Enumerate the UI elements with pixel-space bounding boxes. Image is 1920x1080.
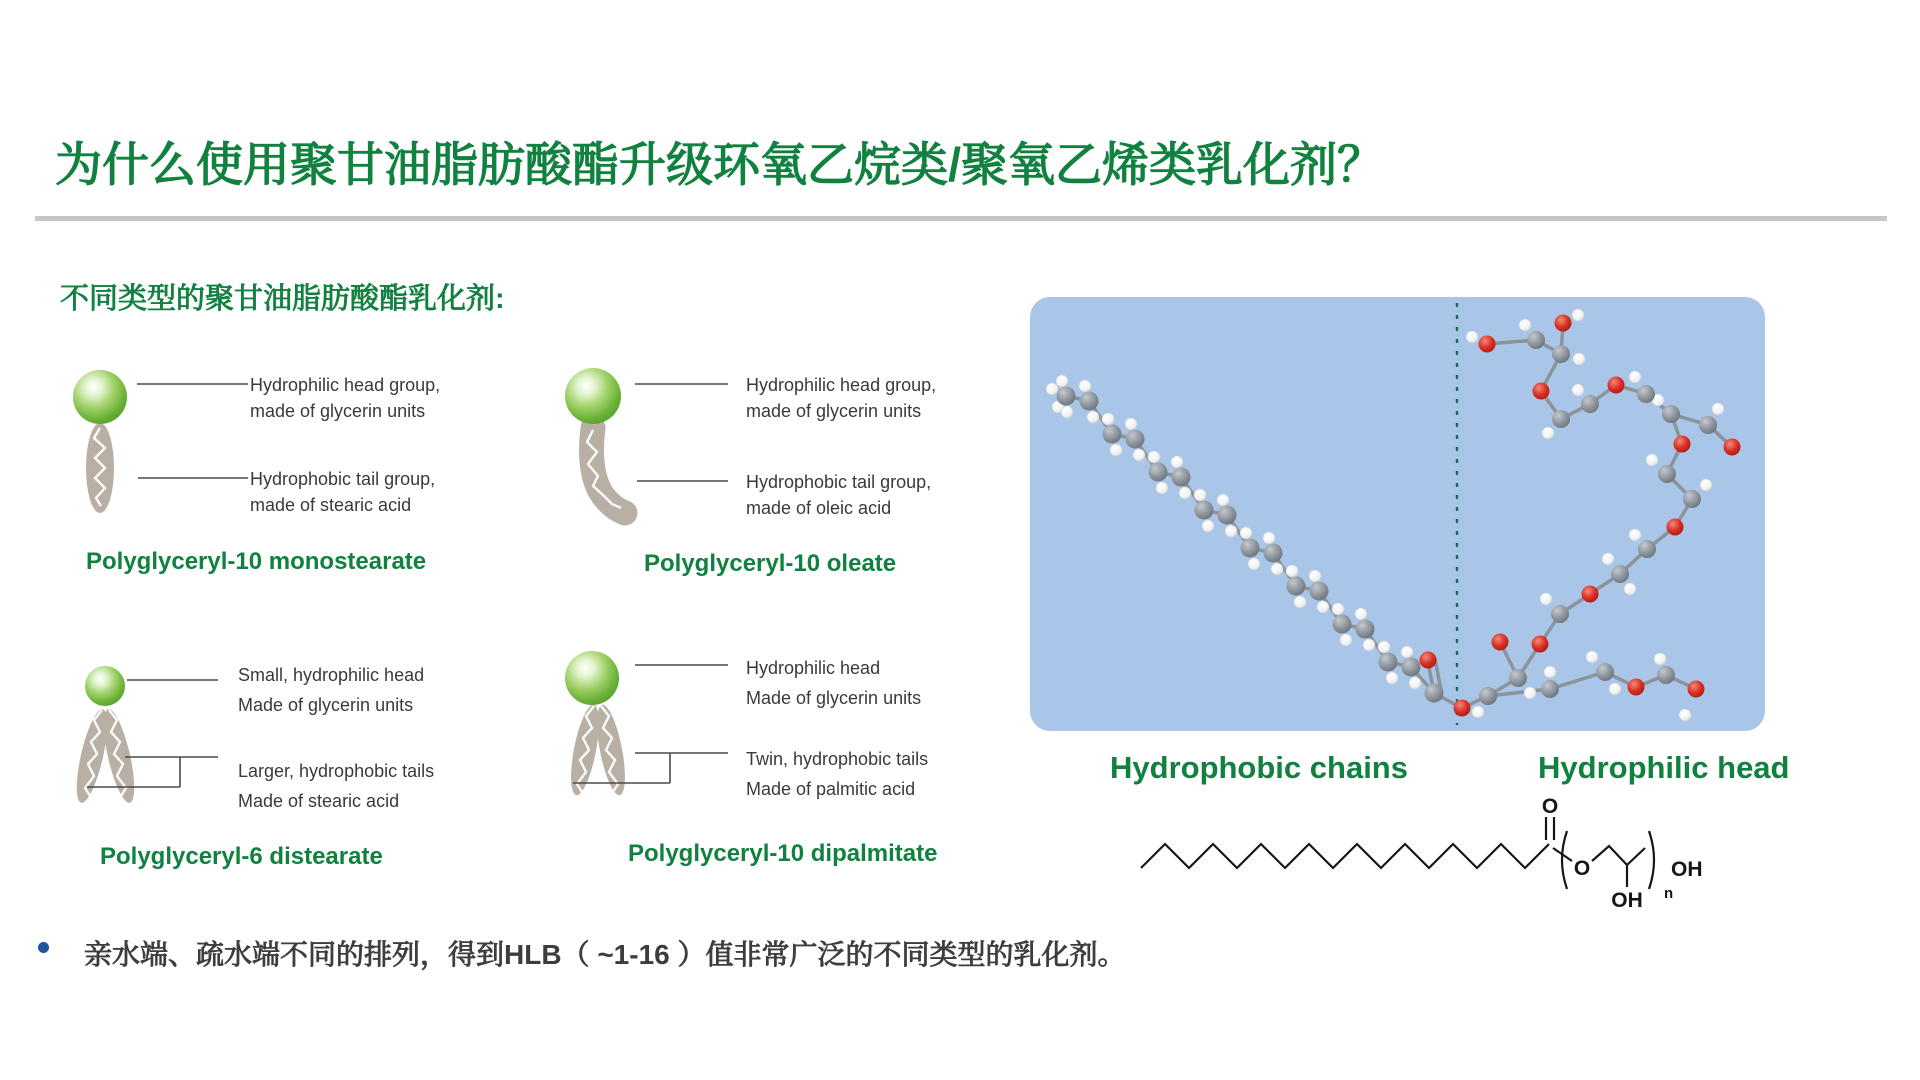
tail-description: Larger, hydrophobic tails Made of stearic acid — [238, 761, 435, 811]
head-description: Small, hydrophilic head Made of glycerin units — [238, 665, 425, 715]
bullet-text: 亲水端、疏水端不同的排列，得到HLB（ ~1-16 ）值非常广泛的不同类型的乳化剂。 — [84, 939, 1126, 970]
end-hydroxyl-label: OH — [1671, 858, 1703, 881]
tail-shape-right — [97, 707, 140, 805]
bullet-dot — [38, 942, 49, 953]
emulsifier-name: Polyglyceryl-6 distearate — [100, 843, 383, 870]
head-sphere — [85, 666, 125, 706]
tail-description: Hydrophobic tail group, made of oleic acid — [746, 472, 932, 518]
head-sphere — [73, 370, 127, 424]
structure-formula — [1130, 795, 1750, 920]
emulsifier-card-oleate — [560, 362, 990, 597]
emulsifier-name: Polyglyceryl-10 oleate — [644, 550, 897, 577]
emulsifier-name: Polyglyceryl-10 dipalmitate — [628, 840, 938, 867]
title-divider — [35, 216, 1887, 221]
oxygen-atoms — [1420, 315, 1741, 717]
repeat-subscript-n: n — [1664, 885, 1674, 902]
page-title: 为什么使用聚甘油脂肪酸酯升级环氧乙烷类/聚氧乙烯类乳化剂？ — [55, 138, 1385, 191]
tail-description: Twin, hydrophobic tails Made of palmitic acid — [746, 749, 929, 799]
label-hydrophobic-chains: Hydrophobic chains — [1110, 750, 1408, 785]
head-sphere — [565, 651, 619, 705]
head-sphere — [565, 368, 621, 424]
emulsifier-name: Polyglyceryl-10 monostearate — [86, 548, 427, 575]
label-hydrophilic-head: Hydrophilic head — [1538, 750, 1790, 785]
tail-shape — [86, 423, 114, 513]
structure-formula-drawing — [1130, 795, 1750, 920]
emulsifier-card-distearate — [70, 648, 500, 883]
head-description: Hydrophilic head group, made of glycerin units — [250, 375, 441, 421]
mid-hydroxyl-label: OH — [1611, 889, 1643, 912]
head-description: Hydrophilic head group, made of glycerin units — [746, 375, 937, 421]
ester-oxygen-label: O — [1573, 857, 1591, 880]
section-heading: 不同类型的聚甘油脂肪酸酯乳化剂: — [60, 283, 505, 315]
carbonyl-oxygen-label: O — [1541, 795, 1559, 818]
emulsifier-card-monostearate — [70, 362, 500, 597]
molecule-3d-model — [1030, 297, 1765, 731]
head-description: Hydrophilic head Made of glycerin units — [746, 658, 922, 708]
tail-description: Hydrophobic tail group, made of stearic acid — [250, 469, 436, 515]
emulsifier-card-dipalmitate — [560, 648, 990, 883]
molecule-panel — [1030, 297, 1765, 731]
